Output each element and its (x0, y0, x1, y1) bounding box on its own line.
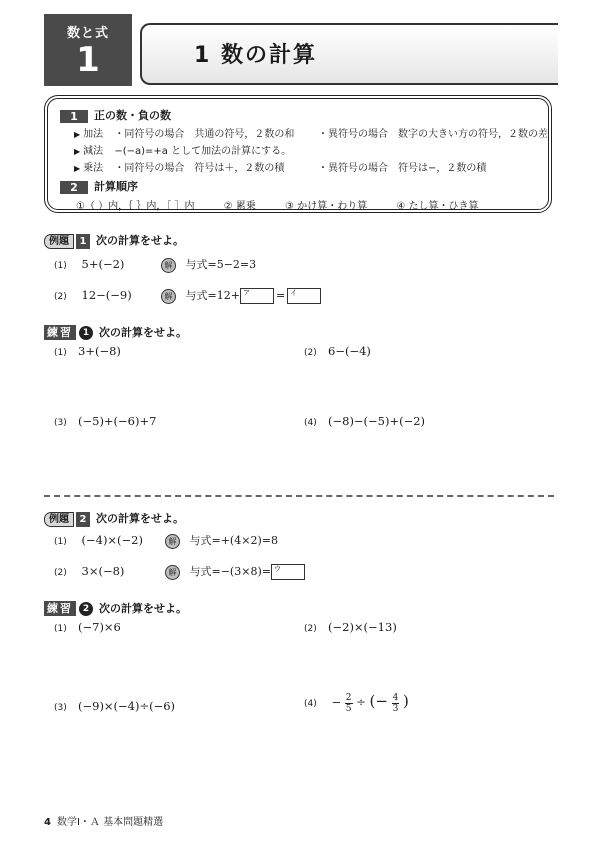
chapter-category: 数と式 (66, 26, 109, 41)
solution-key-icon: 解 (165, 565, 180, 580)
problem-label: (1) (54, 348, 67, 358)
practice-2-problem-1 (54, 620, 121, 634)
problem-label: (2) (54, 292, 67, 302)
problem-label: (1) (54, 261, 67, 271)
calc-order-list (76, 197, 505, 212)
example-tag: 例題 (44, 512, 74, 527)
fraction-expression (331, 692, 409, 714)
triangle-bullet-icon: ▶ (74, 147, 81, 156)
practice-tag: 練習 (44, 601, 76, 616)
problem-expression: 6−(−4) (328, 344, 371, 358)
add-diff: ・異符号の場合 数字の大きい方の符号，２数の差 (318, 129, 548, 140)
example-number: 2 (76, 512, 90, 527)
page-title: 1 数の計算 (194, 43, 317, 68)
problem-expression: (−2)×(−13) (328, 620, 397, 634)
minus-sign: − (331, 695, 342, 709)
practice-tag: 練習 (44, 325, 76, 340)
section-2-badge: 2 (60, 181, 88, 194)
solution-key-icon: 解 (161, 258, 176, 273)
section-2-title: 計算順序 (94, 180, 138, 193)
answer-blank-b[interactable]: イ (287, 288, 321, 304)
book-title: 数学Ⅰ・Ａ 基本問題精選 (56, 817, 164, 828)
fraction-numerator: 4 (392, 692, 399, 703)
example-1-heading (44, 232, 184, 249)
practice-2-problem-2 (304, 620, 397, 634)
solution-text: 与式=−(3×8)= (189, 565, 271, 578)
page-footer (44, 813, 163, 828)
open-paren: (− (369, 692, 388, 710)
sub-label: 減法 (83, 146, 104, 157)
solution-text: 与式=12+ (185, 289, 240, 302)
title-bar (140, 23, 558, 85)
triangle-bullet-icon: ▶ (74, 164, 81, 173)
rule-multiplication (74, 159, 284, 174)
solution-key-icon: 解 (161, 289, 176, 304)
problem-expression: (−7)×6 (78, 620, 121, 634)
sub-text: −(−a)=+a として加法の計算にする。 (114, 146, 292, 157)
practice-1-problem-1 (54, 344, 121, 358)
problem-expression: (−8)−(−5)+(−2) (328, 414, 426, 428)
problem-label: (1) (54, 537, 67, 547)
example-1-problem-2 (54, 287, 321, 304)
problem-label: (2) (304, 348, 317, 358)
section-divider (44, 495, 554, 497)
problem-label: (3) (54, 703, 67, 713)
close-paren: ) (402, 692, 409, 710)
problem-expression: (−4)×(−2) (81, 533, 143, 547)
page-number: 4 (44, 817, 51, 828)
example-2-problem-1 (54, 532, 278, 549)
fraction-denominator: 5 (345, 703, 352, 714)
problem-label: (4) (304, 418, 317, 428)
problem-label: (2) (54, 568, 67, 578)
fraction-numerator: 2 (345, 692, 352, 703)
mul-diff: ・異符号の場合 符号は−，２数の積 (318, 163, 487, 174)
problem-expression: 3×(−8) (81, 564, 125, 578)
practice-1-problem-2 (304, 344, 371, 358)
mul-same: ・同符号の場合 符号は＋，２数の積 (114, 163, 285, 174)
add-same: ・同符号の場合 共通の符号，２数の和 (114, 129, 295, 140)
section-1-badge: 1 (60, 110, 88, 123)
section-1-title: 正の数・負の数 (94, 109, 171, 122)
example-tag: 例題 (44, 234, 74, 249)
add-label: 加法 (83, 129, 104, 140)
order-item: ③ かけ算・わり算 (285, 201, 368, 212)
fraction-2-5 (345, 693, 353, 714)
rule-subtraction (74, 142, 291, 157)
practice-number: 1 (79, 326, 93, 340)
problem-expression: 3+(−8) (78, 344, 121, 358)
answer-blank-c[interactable]: ウ (271, 564, 305, 580)
example-instruction: 次の計算をせよ。 (96, 234, 184, 247)
fraction-denominator: 3 (392, 703, 399, 714)
problem-label: (3) (54, 418, 67, 428)
problem-label: (4) (304, 699, 317, 709)
rule-addition (74, 125, 294, 140)
chapter-box (44, 14, 132, 86)
problem-expression: 12−(−9) (81, 288, 132, 302)
example-instruction: 次の計算をせよ。 (96, 512, 184, 525)
summary-section-2-heading (60, 178, 138, 194)
practice-instruction: 次の計算をせよ。 (99, 602, 187, 615)
problem-expression: (−9)×(−4)÷(−6) (78, 699, 176, 713)
summary-box (44, 95, 552, 213)
solution-key-icon: 解 (165, 534, 180, 549)
problem-expression: (−5)+(−6)+7 (78, 414, 157, 428)
problem-label: (1) (54, 624, 67, 634)
practice-instruction: 次の計算をせよ。 (99, 326, 187, 339)
answer-blank-a[interactable]: ア (240, 288, 274, 304)
problem-label: (2) (304, 624, 317, 634)
solution-text: 与式=5−2=3 (185, 258, 257, 271)
mul-label: 乗法 (83, 163, 104, 174)
solution-text: 与式=+(4×2)=8 (189, 534, 278, 547)
problem-expression: 5+(−2) (81, 257, 125, 271)
triangle-bullet-icon: ▶ (74, 130, 81, 139)
practice-1-problem-4 (304, 414, 425, 428)
chapter-number: 1 (76, 40, 100, 80)
example-1-problem-1 (54, 256, 256, 273)
example-2-problem-2 (54, 563, 305, 580)
order-item: ①（ ）内，｛ ｝内，［ ］内 (76, 201, 195, 212)
order-item: ④ たし算・ひき算 (396, 201, 479, 212)
summary-section-1-heading (60, 107, 171, 123)
practice-1-problem-3 (54, 414, 156, 428)
example-number: 1 (76, 234, 90, 249)
equals-sign: = (275, 289, 286, 302)
fraction-4-3 (392, 693, 400, 714)
practice-1-heading (44, 324, 187, 340)
order-item: ② 累乗 (223, 201, 256, 212)
division-sign: ÷ (356, 695, 366, 709)
practice-number: 2 (79, 602, 93, 616)
practice-2-heading (44, 600, 187, 616)
example-2-heading (44, 510, 184, 527)
practice-2-problem-3 (54, 699, 175, 713)
practice-2-problem-4 (304, 692, 409, 714)
